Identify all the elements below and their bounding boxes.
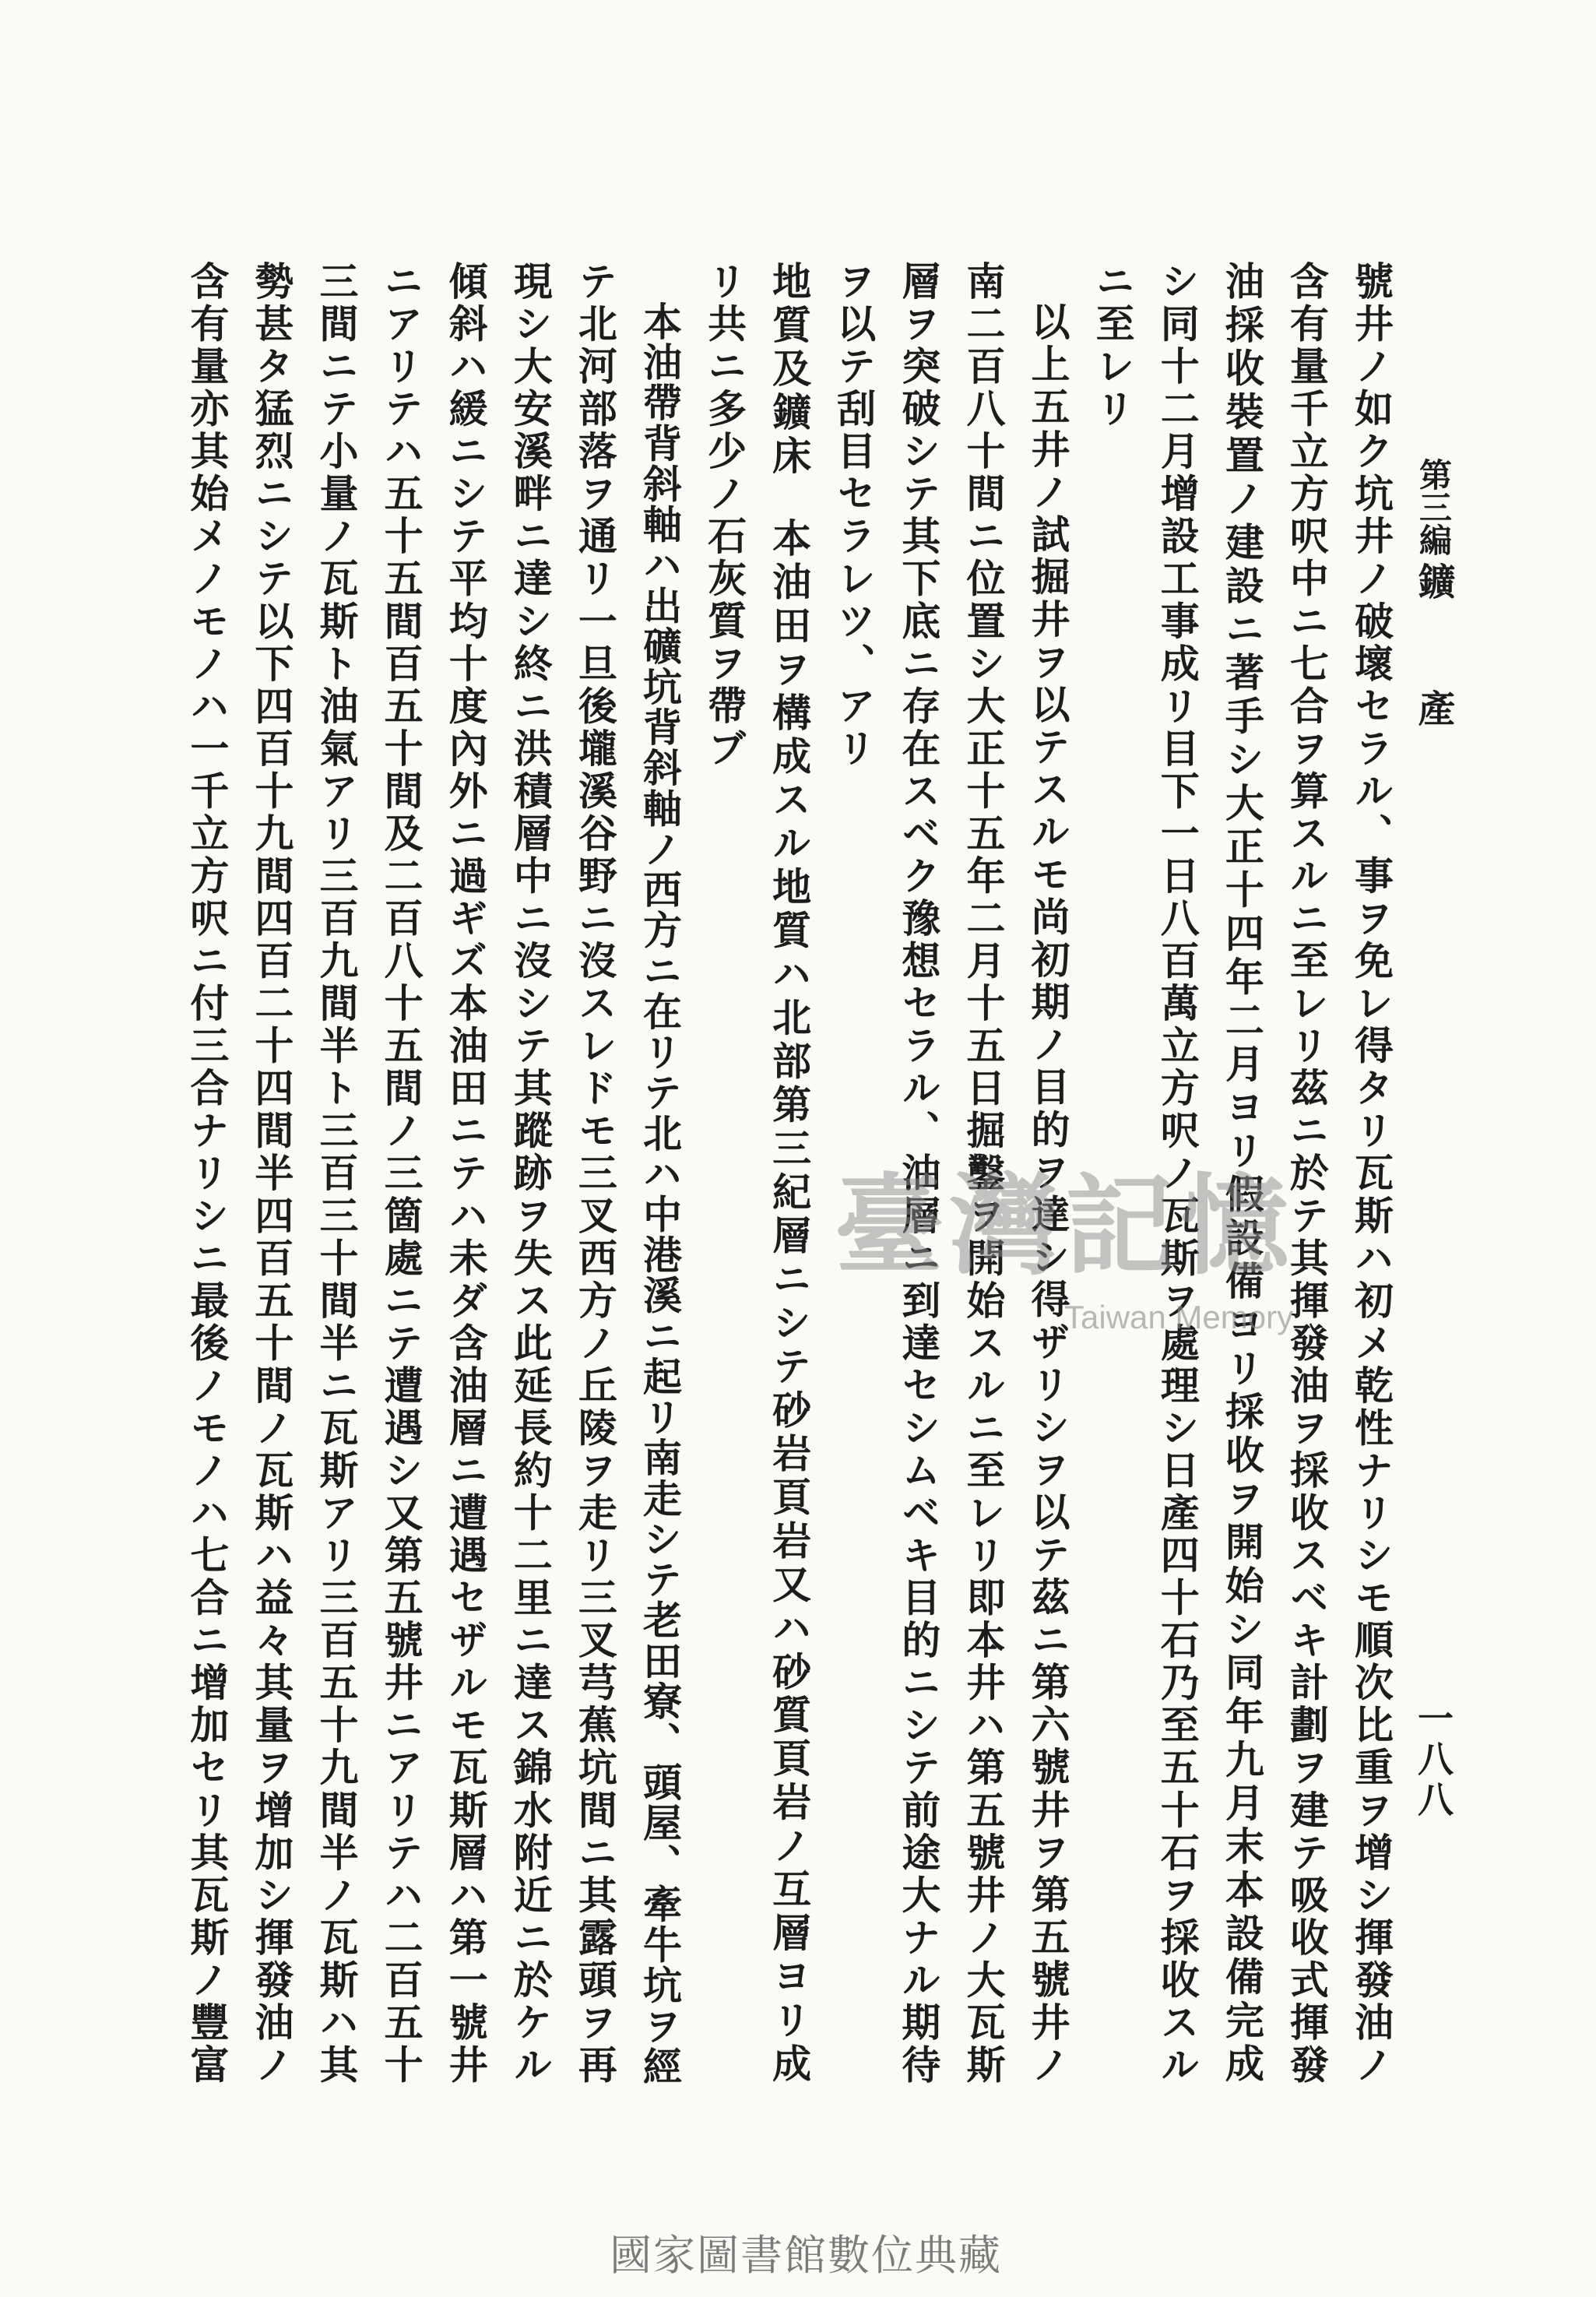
text-line: 含有量千立方呎中ニ七合ヲ算スルニ至レリ茲ニ於テ其揮發油ヲ採收スベキ計劃ヲ建テ吸收式揮發 [1283,261,1330,2087]
text-column-16 [369,261,434,2087]
text-line: 本油田ヲ構成スル地質ハ北部第三紀層ニシテ砂岩頁岩又ハ砂質頁岩ノ互層ヨリ成 [766,517,813,2087]
text-line: ニアリテハ五十五間百五十間及二百八十五間ノ三箇處ニテ遭遇シ又第五號井ニアリテハ二百五十 [378,261,424,2087]
text-column-1 [1339,261,1404,2087]
text-column-6 [1015,261,1080,2087]
watermark-logo-text: 臺灣記憶 [835,1163,1296,1290]
text-column-4 [1145,261,1210,2087]
text-line: 油採收裝置ノ建設ニ著手シ大正十四年二月ヨリ假設備ヨリ採收ヲ開始シ同年九月末本設備完成 [1218,261,1265,2087]
text-column-2 [1274,261,1339,2087]
watermark-logo-subtext: Taiwan Memory [1064,1299,1294,1335]
text-line: シ同十二月增設工事成リ目下一日八百萬立方呎ノ瓦斯ヲ處理シ日產四十石乃至五十石ヲ採收スル [1154,261,1201,2087]
text-column-5 [1081,261,1145,2087]
text-line: リ共ニ多少ノ石灰質ヲ帶ブ [701,261,748,770]
text-column-15 [434,261,498,2087]
text-column-12 [628,261,692,2087]
text-column-19 [174,261,239,2087]
page-number: 一八八 [1412,1700,1454,1821]
text-line: 勢甚タ猛烈ニシテ以下四百十九間四百二十四間半四百五十間ノ瓦斯ハ益々其量ヲ增加シ揮發油ノ [248,261,295,2087]
text-line: 傾斜ハ緩ニシテ平均十度內外ニ過ギズ本油田ニテハ未ダ含油層ニ遭遇セザルモ瓦斯層ハ第一號井 [442,261,489,2087]
text-line: 現シ大安溪畔ニ達シ終ニ洪積層中ニ沒シテ其蹤跡ヲ失ス此延長約十二里ニ達ス錦水附近ニ於ケル [507,261,554,2087]
text-column-14 [498,261,563,2087]
text-line-group [766,261,812,2087]
text-column-18 [239,261,304,2087]
section-heading: 地質及鑛床 [766,261,813,479]
text-column-10 [757,261,821,2087]
text-line: 南二百八十間ニ位置シ大正十五年二月十五日掘鑿ヲ開始スルニ至レリ即本井ハ第五號井ノ大瓦斯 [960,261,1007,2087]
body-text [174,261,1404,2087]
footer-collection-credit: 國家圖書館數位典藏 [610,2231,1002,2280]
text-line: 本油帶背斜軸ハ出礦坑背斜軸ノ西方ニ在リテ北ハ中港溪ニ起リ南走シテ老田寮、頭屋、牽牛坑ヲ經 [636,301,683,2087]
text-column-8 [886,261,951,2087]
text-column-7 [951,261,1015,2087]
text-line: 以上五井ノ試掘井ヲ以テスルモ尚初期ノ目的ヲ達シ得ザリシヲ以テ茲ニ第六號井ヲ第五號井ノ [1025,301,1071,2087]
text-line: 層ヲ突破シテ其下底ニ存在スベク豫想セラル、油層ニ到達セシムベキ目的ニシテ前途大ナル期待 [895,261,942,2087]
text-column-3 [1210,261,1274,2087]
running-head-title: 鑛產 [1411,562,1455,816]
text-line: 含有量亦其始メノモノハ一千立方呎ニ付三合ナリシニ最後ノモノハ七合ニ增加セリ其瓦斯ノ豐富 [184,261,230,2087]
text-column-13 [563,261,628,2087]
text-line: 三間ニテ小量ノ瓦斯ト油氣アリ三百九間半ト三百三十間半ニ瓦斯アリ三百五十九間半ノ瓦斯ハ其 [313,261,360,2087]
text-line: ニ至レリ [1089,261,1136,431]
text-column-11 [692,261,757,2087]
text-column-17 [304,261,368,2087]
text-line: ヲ以テ刮目セラレツ、アリ [831,261,877,770]
running-head [1410,458,1457,816]
running-head-section: 第三編 [1415,458,1453,556]
text-line: テ北河部落ヲ通リ一旦後壠溪谷野ニ沒スレドモ三叉西方ノ丘陵ヲ走リ三叉芎蕉坑間ニ其露頭ヲ再 [571,261,618,2087]
text-column-9 [821,261,886,2087]
text-line: 號井ノ如ク坑井ノ破壞セラル、事ヲ免レ得タリ瓦斯ハ初メ乾性ナリシモ順次比重ヲ增シ揮發油ノ [1348,261,1394,2087]
